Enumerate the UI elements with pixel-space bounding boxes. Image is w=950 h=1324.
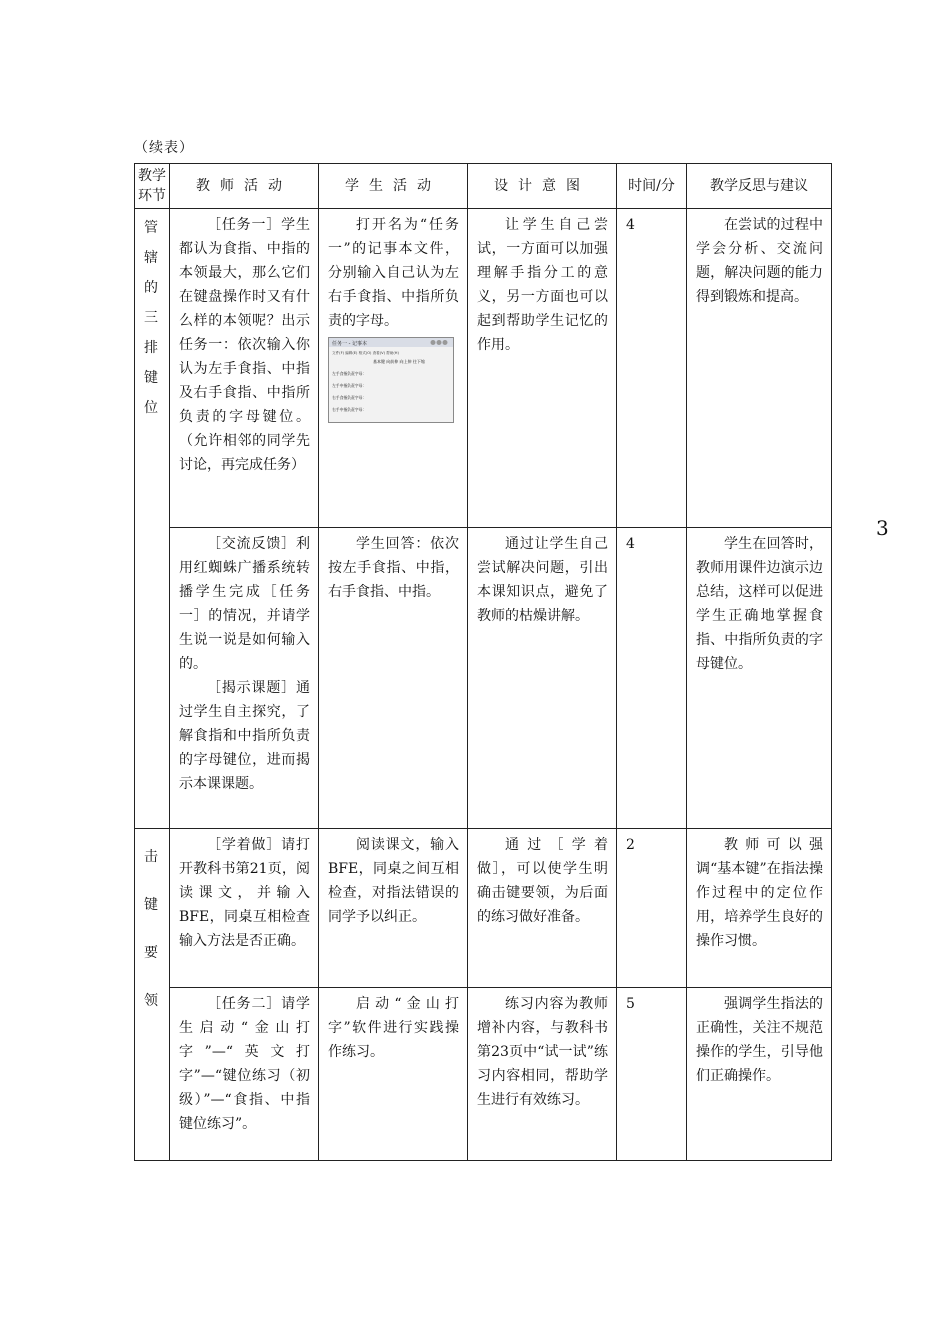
- notepad-line: 左手食指负责字母：: [332, 371, 367, 376]
- page-number: 3: [876, 516, 889, 540]
- student-activity-cell: 阅读课文，输入BFE，同桌之间互相检查，对指法错误的同学予以纠正。: [319, 829, 468, 988]
- header-design-intent: 设计意图: [468, 164, 617, 209]
- table-row: [135, 829, 832, 988]
- teacher-activity-cell: ［任务二］请学生启动“金山打字”—“英文打字”—“键位练习（初级）”—“食指、中指键位练习”。: [170, 988, 319, 1161]
- table-row: [135, 528, 832, 829]
- student-activity-cell: 学生回答：依次按左手食指、中指，右手食指、中指。: [319, 528, 468, 829]
- lesson-plan-table: [134, 163, 832, 1161]
- reflection-cell: 在尝试的过程中学会分析、交流问题，解决问题的能力得到锻炼和提高。: [687, 209, 832, 528]
- stage-cell-three-rows: 管 辖 的 三 排 键 位: [135, 209, 170, 829]
- reflection-cell: 学生在回答时，教师用课件边演示边总结，这样可以促进学生正确地掌握食指、中指所负责的字母键位。: [687, 528, 832, 829]
- table-header-row: [135, 164, 832, 209]
- design-intent-cell: 通过［学着做］，可以使学生明确击键要领，为后面的练习做好准备。: [468, 829, 617, 988]
- design-intent-cell: 让学生自己尝试，一方面可以加强理解手指分工的意义，另一方面也可以起到帮助学生记忆的作用。: [468, 209, 617, 528]
- header-student-activity: 学生活动: [319, 164, 468, 209]
- table-caption: （续表）: [134, 140, 194, 156]
- time-cell: 4: [617, 528, 687, 829]
- header-time: 时间/分: [617, 164, 687, 209]
- notepad-screenshot: [328, 337, 454, 423]
- teacher-activity-cell: ［任务一］学生都认为食指、中指的本领最大，那么它们在键盘操作时又有什么样的本领呢？出示任务一：依次输入你认为左手食指、中指及右手食指、中指所负责的字母键位。（允许相邻的同学先讨论，再完成任务）: [170, 209, 319, 528]
- time-cell: 2: [617, 829, 687, 988]
- notepad-line: 右手食指负责字母：: [332, 395, 367, 400]
- header-teacher-activity: 教师活动: [170, 164, 319, 209]
- notepad-title: 任务一 - 记事本: [332, 341, 367, 347]
- table-row: [135, 988, 832, 1161]
- notepad-menu: 文件(F) 编辑(E) 格式(O) 查看(V) 帮助(H): [332, 351, 399, 355]
- student-activity-cell: 打开名为“任务一”的记事本文件，分别输入自己认为左右手食指、中指所负责的字母。 任务一 - 记事本 文件(F) 编辑(E) 格式(O) 查看(V) 帮助(H) 基本键 向前伸 向上伸 往下缩 左手食指负责字母： 左手中指负责字母： 右手食指负责字母： 右手中指负责字母：: [319, 209, 468, 528]
- reflection-cell: 强调学生指法的正确性，关注不规范操作的学生，引导他们正确操作。: [687, 988, 832, 1161]
- table-row: [135, 209, 832, 528]
- teacher-activity-cell: ［交流反馈］利用红蜘蛛广播系统转播学生完成［任务一］的情况，并请学生说一说是如何输入的。 ［揭示课题］通过学生自主探究，了解食指和中指所负责的字母键位，进而揭示本课课题。: [170, 528, 319, 829]
- header-stage: 教学环节: [135, 164, 170, 209]
- notepad-line: 右手中指负责字母：: [332, 407, 367, 412]
- time-cell: 4: [617, 209, 687, 528]
- stage-cell-keystroke: 击 键 要 领: [135, 829, 170, 1161]
- time-cell: 5: [617, 988, 687, 1161]
- notepad-line: 左手中指负责字母：: [332, 383, 367, 388]
- design-intent-cell: 练习内容为教师增补内容，与教科书第23页中“试一试”练习内容相同，帮助学生进行有效练习。: [468, 988, 617, 1161]
- student-activity-cell: 启动“金山打字”软件进行实践操作练习。: [319, 988, 468, 1161]
- notepad-header: 基本键 向前伸 向上伸 往下缩: [373, 359, 425, 364]
- header-reflection: 教学反思与建议: [687, 164, 832, 209]
- teacher-activity-cell: ［学着做］请打开教科书第21页，阅读课文，并输入BFE，同桌互相检查输入方法是否正确。: [170, 829, 319, 988]
- reflection-cell: 教师可以强调“基本键”在指法操作过程中的定位作用，培养学生良好的操作习惯。: [687, 829, 832, 988]
- design-intent-cell: 通过让学生自己尝试解决问题，引出本课知识点，避免了教师的枯燥讲解。: [468, 528, 617, 829]
